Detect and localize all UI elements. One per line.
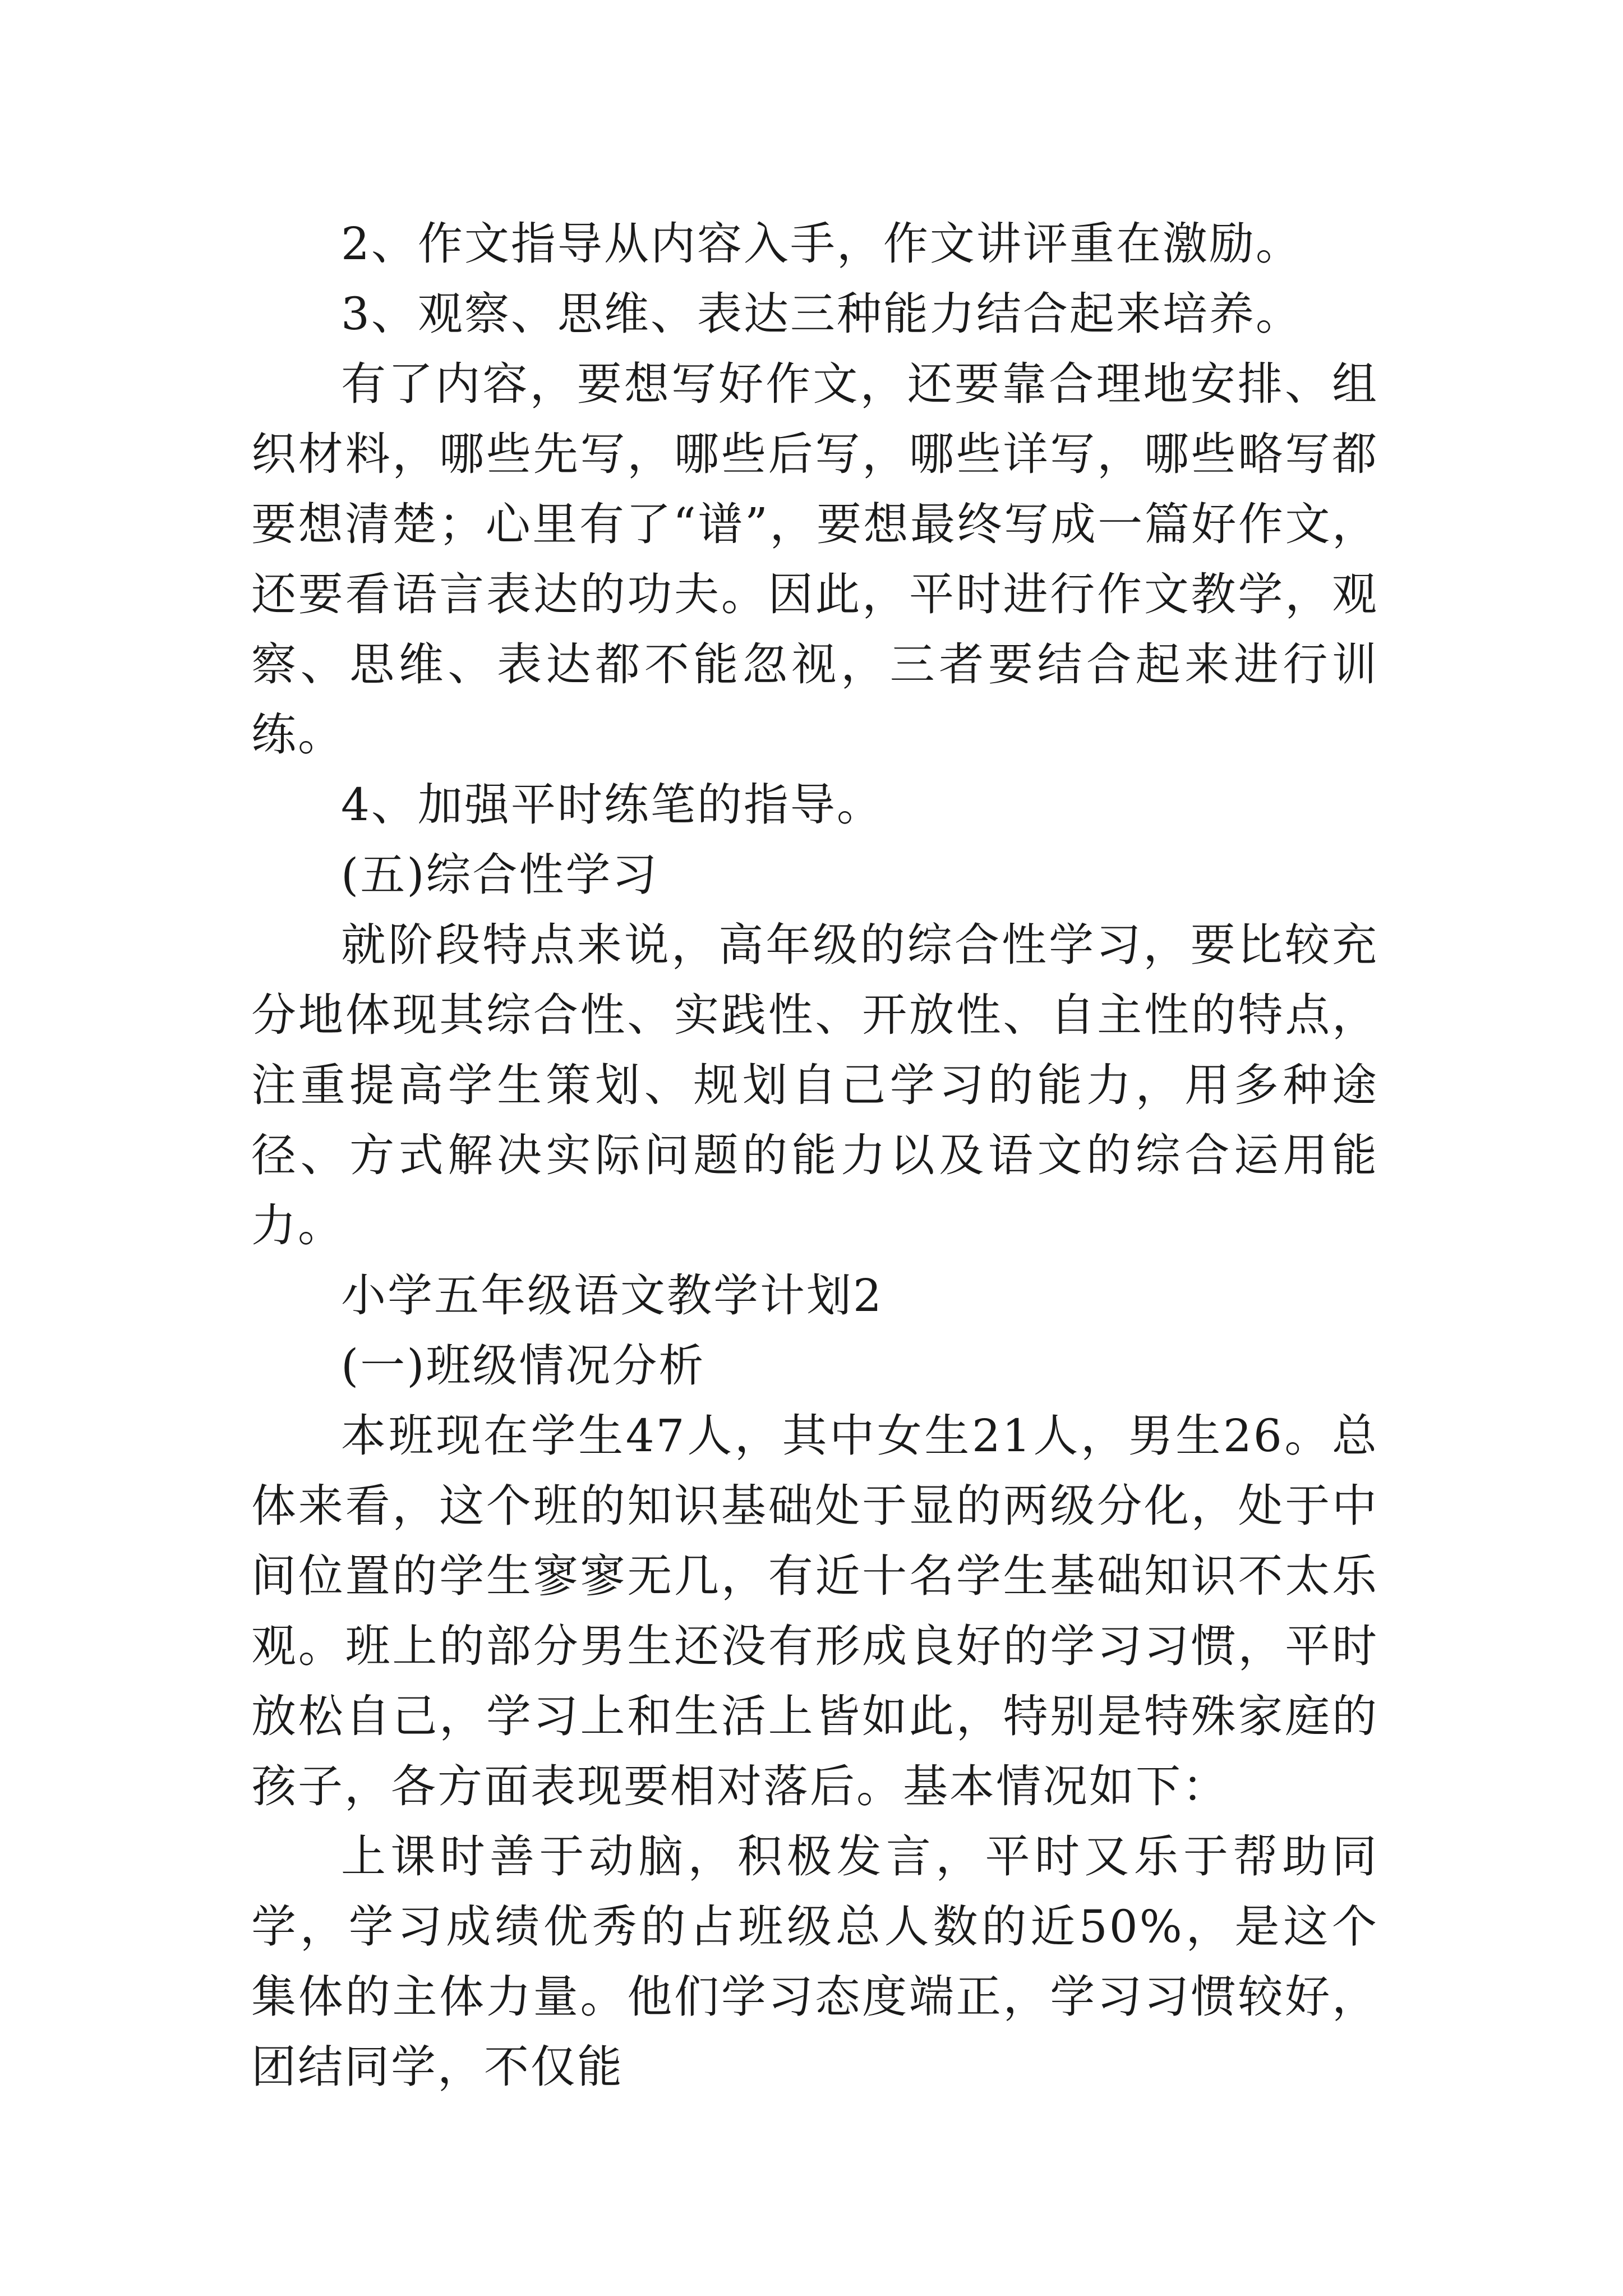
paragraph-content-organization: 有了内容，要想写好作文，还要靠合理地安排、组织材料，哪些先写，哪些后写，哪些详写，哪些略写都要想清楚；心里有了“谱”，要想最终写成一篇好作文，还要看语言表达的功夫。因此，平时进行作文教学，观察、思维、表达都不能忽视，三者要结合起来进行训练。 [251, 358, 1378, 761]
paragraph-comprehensive-learning: 就阶段特点来说，高年级的综合性学习，要比较充分地体现其综合性、实践性、开放性、自主性的特点，注重提高学生策划、规划自己学习的能力，用多种途径、方式解决实际问题的能力以及语文的综合运用能力。 [251, 919, 1378, 1251]
section-heading-comprehensive-learning: (五)综合性学习 [341, 849, 659, 901]
paragraph-item-3: 3、观察、思维、表达三种能力结合起来培养。 [341, 288, 1302, 340]
paragraph-item-2: 2、作文指导从内容入手，作文讲评重在激励。 [341, 218, 1302, 270]
section-heading-class-analysis: (一)班级情况分析 [341, 1340, 706, 1392]
paragraph-class-situation: 本班现在学生47人，其中女生21人，男生26。总体来看，这个班的知识基础处于显的两级分化，处于中间位置的学生寥寥无几，有近十名学生基础知识不太乐观。班上的部分男生还没有形成良好的学习习惯，平时放松自己，学习上和生活上皆如此，特别是特殊家庭的孩子，各方面表现要相对落后。基本情况如下： [251, 1410, 1378, 1812]
paragraph-item-4: 4、加强平时练笔的指导。 [341, 779, 883, 831]
plan-title: 小学五年级语文教学计划2 [341, 1269, 883, 1322]
paragraph-excellent-students: 上课时善于动脑，积极发言，平时又乐于帮助同学，学习成绩优秀的占班级总人数的近50%，是这个集体的主体力量。他们学习态度端正，学习习惯较好，团结同学，不仅能 [251, 1830, 1378, 2093]
document-body [251, 209, 1378, 2102]
